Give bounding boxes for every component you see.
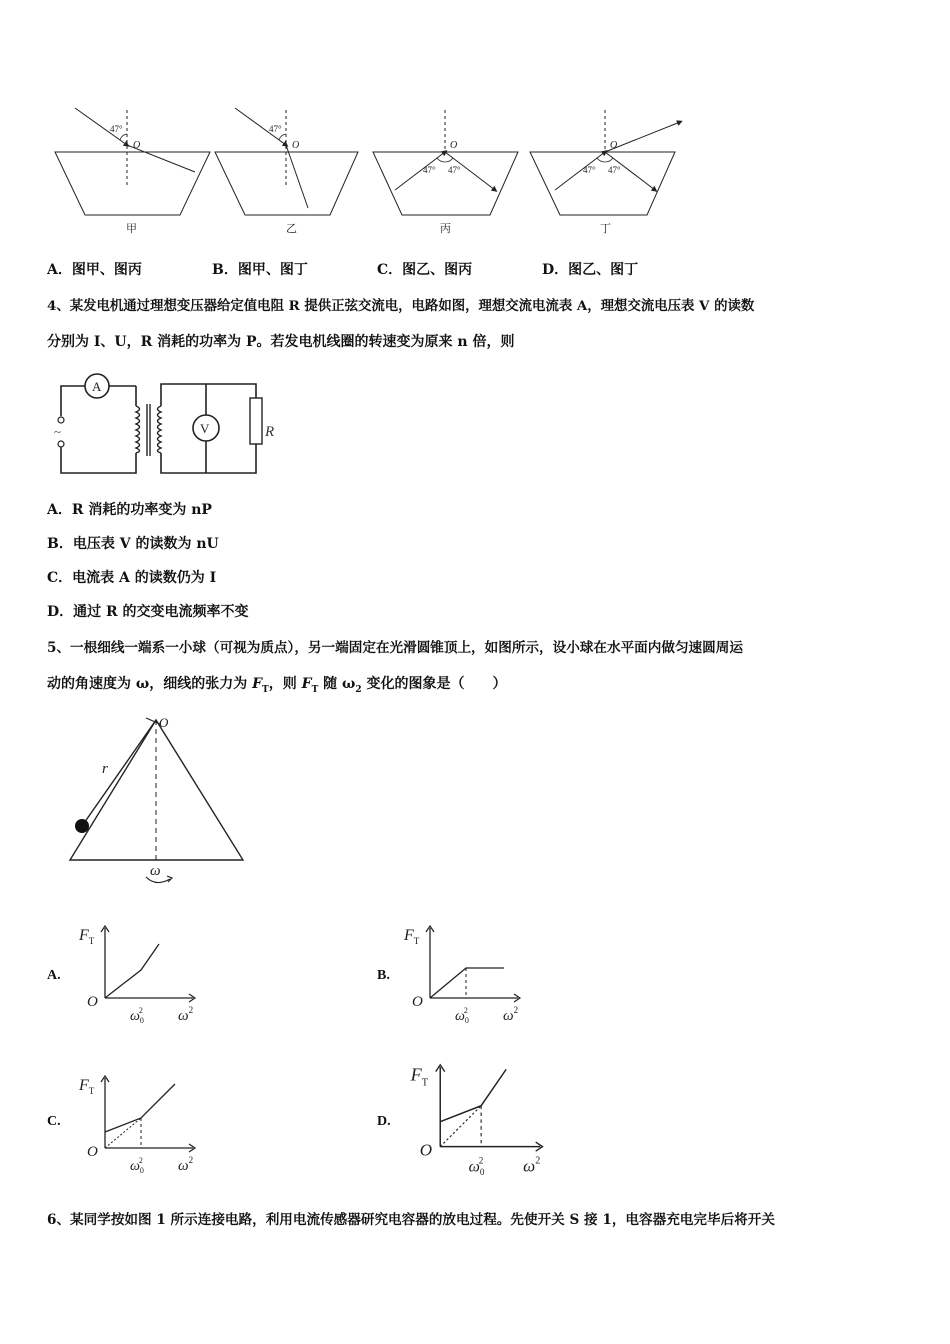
tick-label: $\omega_02$	[130, 1156, 144, 1175]
origin-label: O	[87, 1144, 98, 1160]
angle-label: 47°	[608, 165, 621, 175]
origin-label: O	[292, 140, 300, 151]
origin-label: O	[610, 140, 618, 151]
y-axis-label: $F_T$	[404, 927, 420, 946]
x-axis-label: $\omega^2$	[503, 1005, 519, 1024]
q4-circuit-diagram	[48, 368, 288, 480]
q4-option-c[interactable]: C．电流表 A 的读数仍为 I	[47, 570, 217, 586]
y-axis-label: $F_T$	[410, 1064, 429, 1089]
origin-label: O	[412, 994, 423, 1010]
prism-figures	[40, 100, 700, 240]
svg-text:O: O	[159, 715, 169, 730]
q5-graph-d[interactable]	[405, 1058, 555, 1183]
q5-graph-b[interactable]	[400, 920, 530, 1030]
svg-text:ω: ω	[150, 863, 161, 879]
svg-text:V: V	[200, 421, 210, 436]
q3-option-c[interactable]: C．图乙、图丙	[377, 262, 473, 278]
prism-figures-svg	[40, 100, 700, 240]
tick-label: $\omega_02$	[130, 1006, 144, 1025]
q4-option-b[interactable]: B．电压表 V 的读数为 nU	[47, 536, 219, 552]
curve	[105, 944, 159, 998]
prism-caption: 丙	[440, 223, 451, 235]
prism-ding	[530, 110, 680, 235]
prism-yi	[215, 108, 358, 235]
svg-text:R: R	[265, 424, 275, 440]
ac-source-symbol: ~	[54, 424, 62, 439]
dashed-guide	[440, 1106, 481, 1147]
tick-label: $\omega_02$	[468, 1155, 485, 1178]
x-axis-label: $\omega^2$	[178, 1155, 194, 1174]
q4-stem-line2: 分别为 I、U，R 消耗的功率为 P。若发电机线圈的转速变为原来 n 倍，则	[47, 334, 515, 350]
angle-label: 47°	[583, 165, 596, 175]
dashed-guide	[105, 1118, 141, 1148]
prism-caption: 甲	[126, 223, 137, 235]
svg-text:r: r	[102, 761, 108, 777]
x-axis-label: $\omega^2$	[523, 1155, 541, 1176]
curve	[430, 968, 504, 998]
q5-option-a-label[interactable]: A.	[47, 968, 61, 983]
x-axis-label: $\omega^2$	[178, 1005, 194, 1024]
q6-stem-line1: 6、某同学按如图 1 所示连接电路，利用电流传感器研究电容器的放电过程。先使开关 S 接 1，电容器充电完毕后将开关	[47, 1212, 775, 1228]
prism-caption: 乙	[286, 223, 297, 235]
q3-option-b[interactable]: B．图甲、图丁	[212, 262, 308, 278]
angle-label: 47°	[448, 165, 461, 175]
q3-option-d[interactable]: D．图乙、图丁	[542, 262, 639, 278]
svg-text:A: A	[92, 379, 102, 394]
angle-label: 47°	[110, 124, 123, 134]
y-axis-label: $F_T$	[79, 1077, 95, 1096]
tick-label: $\omega_02$	[455, 1006, 469, 1025]
origin-label: O	[450, 140, 458, 151]
cone-diagram	[60, 710, 260, 890]
q4-option-a[interactable]: A．R 消耗的功率变为 nP	[47, 502, 212, 518]
y-axis-label: $F_T$	[79, 927, 95, 946]
q5-option-c-label[interactable]: C.	[47, 1114, 61, 1129]
prism-bing	[373, 110, 518, 235]
q5-stem-line1: 5、一根细线一端系一小球（可视为质点），另一端固定在光滑圆锥顶上，如图所示，设小球在水平面内做匀速圆周运	[47, 640, 743, 656]
prism-jia	[55, 108, 210, 235]
q4-stem-line1: 4、某发电机通过理想变压器给定值电阻 R 提供正弦交流电，电路如图，理想交流电流表 A，理想交流电压表 V 的读数	[47, 298, 755, 314]
q5-option-d-label[interactable]: D.	[377, 1114, 391, 1129]
curve	[105, 1084, 175, 1132]
origin-label: O	[419, 1140, 433, 1160]
q4-option-d[interactable]: D．通过 R 的交变电流频率不变	[47, 604, 249, 620]
origin-label: O	[87, 994, 98, 1010]
q5-graph-c[interactable]	[75, 1070, 205, 1180]
q3-option-a[interactable]: A．图甲、图丙	[47, 262, 142, 278]
q5-option-b-label[interactable]: B.	[377, 968, 390, 983]
q5-stem-line2: 动的角速度为 ω，细线的张力为 $F_T$，则 $F_T$ 随 $\omega_2$ 变化的图象是（ ）	[47, 676, 507, 695]
angle-label: 47°	[269, 124, 282, 134]
origin-label: O	[133, 140, 141, 151]
q5-graph-a[interactable]	[75, 920, 205, 1030]
angle-label: 47°	[423, 165, 436, 175]
prism-caption: 丁	[600, 223, 611, 235]
